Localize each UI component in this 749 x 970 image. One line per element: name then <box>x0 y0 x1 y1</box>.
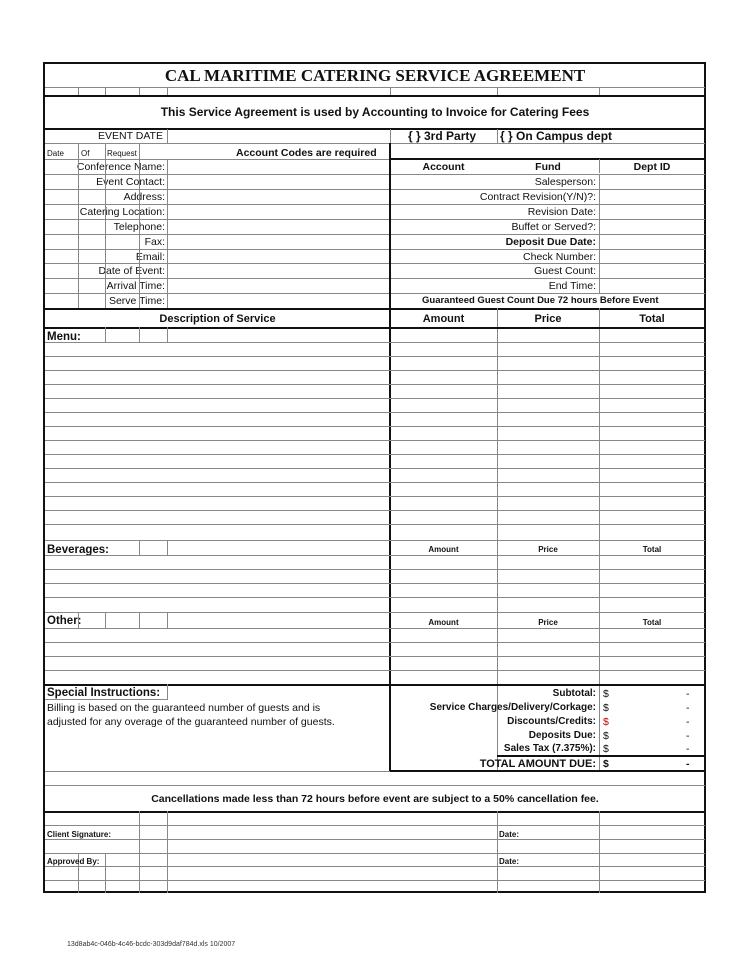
contract-revision-field[interactable] <box>601 190 704 205</box>
address-label: Address: <box>123 191 165 203</box>
client-signature-label: Client Signature: <box>47 830 112 839</box>
serve-time-field[interactable] <box>168 294 389 309</box>
dept-id-header: Dept ID <box>633 161 671 173</box>
buffet-or-served-label: Buffet or Served?: <box>511 221 596 233</box>
arrival-time-label: Arrival Time: <box>106 280 165 292</box>
catering-location-label: Catering Location: <box>79 206 165 218</box>
request-label: Request <box>107 149 137 158</box>
total-header: Total <box>639 313 665 325</box>
deposits-due-value[interactable]: - <box>686 730 690 742</box>
billing-note-line2: adjusted for any overage of the guaranteed number of guests. <box>47 716 335 728</box>
deposits-due-label: Deposits Due: <box>528 730 596 741</box>
beverages-total-header: Total <box>642 545 662 554</box>
menu-description-area[interactable] <box>46 343 388 540</box>
special-instructions-label: Special Instructions: <box>47 687 161 699</box>
event-contact-label: Event Contact: <box>96 176 165 188</box>
price-header: Price <box>534 313 562 325</box>
menu-label: Menu: <box>47 331 81 343</box>
sales-tax-currency: $ <box>603 743 609 755</box>
subtitle: This Service Agreement is used by Accounting to Invoice for Catering Fees <box>160 105 590 119</box>
subtotal-label: Subtotal: <box>552 688 596 699</box>
guaranteed-count-note: Guaranteed Guest Count Due 72 hours Before Event <box>422 295 659 306</box>
signature-date-field[interactable] <box>525 826 704 839</box>
conference-name-field[interactable] <box>168 160 389 175</box>
end-time-label: End Time: <box>548 280 596 292</box>
salesperson-label: Salesperson: <box>534 176 596 188</box>
end-time-field[interactable] <box>601 279 704 294</box>
service-charges-value[interactable]: - <box>686 702 690 714</box>
other-amount-header: Amount <box>428 618 459 627</box>
billing-note-line1: Billing is based on the guaranteed number of guests and is <box>47 702 321 714</box>
guest-count-field[interactable] <box>601 264 704 279</box>
discounts-credits-value[interactable]: - <box>686 716 690 728</box>
conference-name-label: Conference Name: <box>76 161 165 173</box>
event-date-label: EVENT DATE <box>98 130 163 142</box>
other-total-header: Total <box>642 618 662 627</box>
contract-revision-label: Contract Revision(Y/N)?: <box>479 191 596 203</box>
fund-header: Fund <box>535 161 561 173</box>
discounts-credits-currency: $ <box>603 716 609 728</box>
account-codes-note: Account Codes are required <box>236 147 377 159</box>
beverages-price-header: Price <box>538 545 558 554</box>
deposit-due-date-label: Deposit Due Date: <box>505 236 596 248</box>
check-number-label: Check Number: <box>523 251 596 263</box>
telephone-field[interactable] <box>168 220 389 235</box>
date-label: Date <box>47 149 64 158</box>
total-amount-due-value[interactable]: - <box>686 758 690 770</box>
approved-date-label: Date: <box>499 857 520 866</box>
email-label: Email: <box>135 251 165 263</box>
revision-date-field[interactable] <box>601 205 704 220</box>
address-field[interactable] <box>168 190 389 205</box>
beverages-description-area[interactable] <box>46 556 388 612</box>
campus-dept-option[interactable]: { } On Campus dept <box>500 129 613 143</box>
total-amount-due-label: TOTAL AMOUNT DUE: <box>479 758 596 770</box>
revision-date-label: Revision Date: <box>527 206 596 218</box>
date-of-event-label: Date of Event: <box>98 265 165 277</box>
telephone-label: Telephone: <box>113 221 165 233</box>
amount-header: Amount <box>422 313 465 325</box>
client-signature-field[interactable] <box>168 826 496 839</box>
other-price-header: Price <box>538 618 558 627</box>
service-charges-label: Service Charges/Delivery/Corkage: <box>429 702 596 713</box>
description-header: Description of Service <box>159 313 276 325</box>
guest-count-label: Guest Count: <box>534 265 596 277</box>
beverages-amount-header: Amount <box>428 545 459 554</box>
buffet-or-served-field[interactable] <box>601 220 704 235</box>
subtotal-value[interactable]: - <box>686 688 690 700</box>
event-contact-field[interactable] <box>168 175 389 190</box>
deposits-due-currency: $ <box>603 730 609 742</box>
other-label: Other: <box>47 615 82 627</box>
approved-by-label: Approved By: <box>47 857 100 866</box>
special-instructions-area[interactable] <box>46 730 388 771</box>
sales-tax-label: Sales Tax (7.375%): <box>503 743 596 754</box>
beverages-label: Beverages: <box>47 544 110 556</box>
other-description-area[interactable] <box>46 629 388 684</box>
date-of-event-field[interactable] <box>168 264 389 279</box>
cancellation-note: Cancellations made less than 72 hours before event are subject to a 50% cancellation fee. <box>151 793 599 805</box>
total-amount-due-currency: $ <box>603 758 609 770</box>
title-divider <box>44 95 705 97</box>
page-title: CAL MARITIME CATERING SERVICE AGREEMENT <box>164 66 586 85</box>
subtotal-currency: $ <box>603 688 609 700</box>
third-party-option[interactable]: { } 3rd Party <box>408 129 477 143</box>
service-charges-currency: $ <box>603 702 609 714</box>
fax-label: Fax: <box>144 236 165 248</box>
footer-code: 13d8ab4c-046b-4c46-bcdc-303d9daf784d.xls 10/2007 <box>67 941 236 948</box>
serve-time-label: Serve Time: <box>108 295 165 307</box>
discounts-credits-label: Discounts/Credits: <box>507 716 596 727</box>
account-header: Account <box>422 161 465 173</box>
fax-field[interactable] <box>168 235 389 250</box>
deposit-due-date-field[interactable] <box>601 235 704 250</box>
of-label: Of <box>81 149 90 158</box>
approved-date-field[interactable] <box>525 854 704 867</box>
catering-location-field[interactable] <box>168 205 389 220</box>
arrival-time-field[interactable] <box>168 279 389 294</box>
approved-by-field[interactable] <box>168 854 496 867</box>
signature-date-label: Date: <box>499 830 520 839</box>
sales-tax-value[interactable]: - <box>686 743 690 755</box>
salesperson-field[interactable] <box>601 175 704 190</box>
